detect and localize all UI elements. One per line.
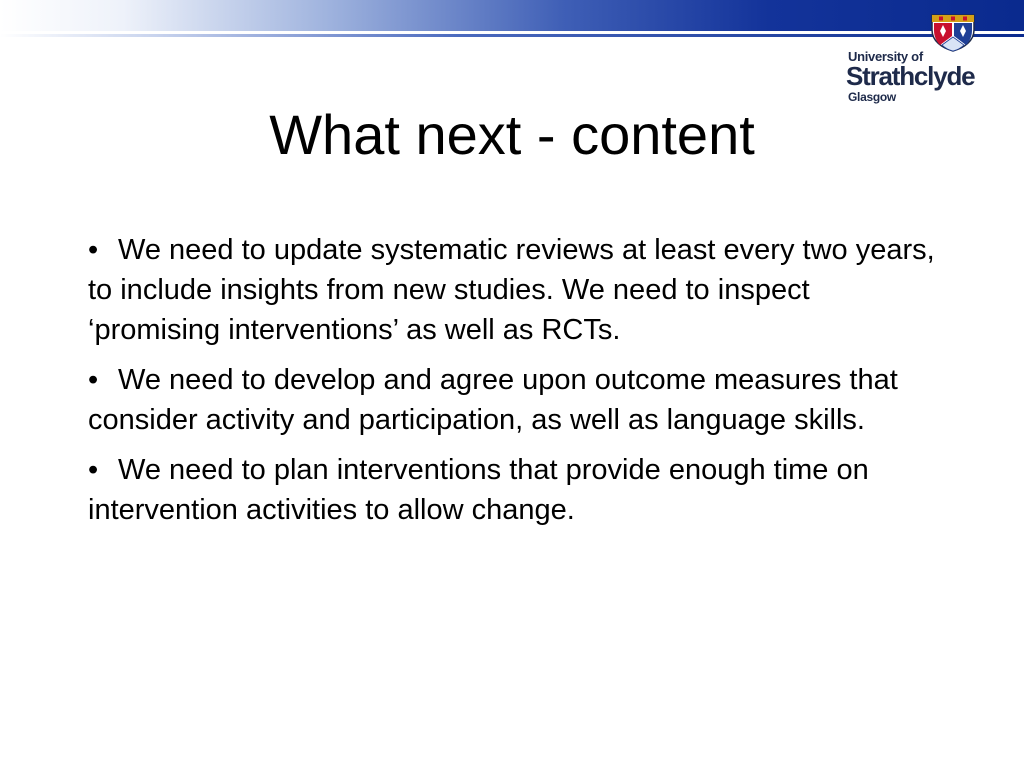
logo-line-strathclyde: Strathclyde — [846, 61, 975, 91]
university-crest-icon — [928, 12, 978, 52]
university-logo — [846, 12, 982, 104]
slide-title: What next - content — [269, 103, 755, 166]
bullet-mark: • — [88, 454, 99, 486]
bullet-text: We need to develop and agree upon outcome measures that consider activity and participation, as well as language skills. — [88, 364, 898, 436]
bullet-item — [88, 230, 938, 350]
bullet-text: We need to plan interventions that provide enough time on intervention activities to allow change. — [88, 454, 869, 526]
logo-line-glasgow: Glasgow — [848, 90, 896, 104]
bullet-text: We need to update systematic reviews at least every two years, to include insights from new studies. We need to inspect ‘promising interventions’ as well as RCTs. — [88, 234, 935, 346]
logo-line-university-of: University of — [848, 49, 923, 64]
bullet-mark: • — [88, 234, 99, 266]
bullet-mark: • — [88, 364, 99, 396]
bullet-item — [88, 450, 938, 530]
bullet-item — [88, 360, 938, 440]
bullet-list — [88, 230, 938, 540]
